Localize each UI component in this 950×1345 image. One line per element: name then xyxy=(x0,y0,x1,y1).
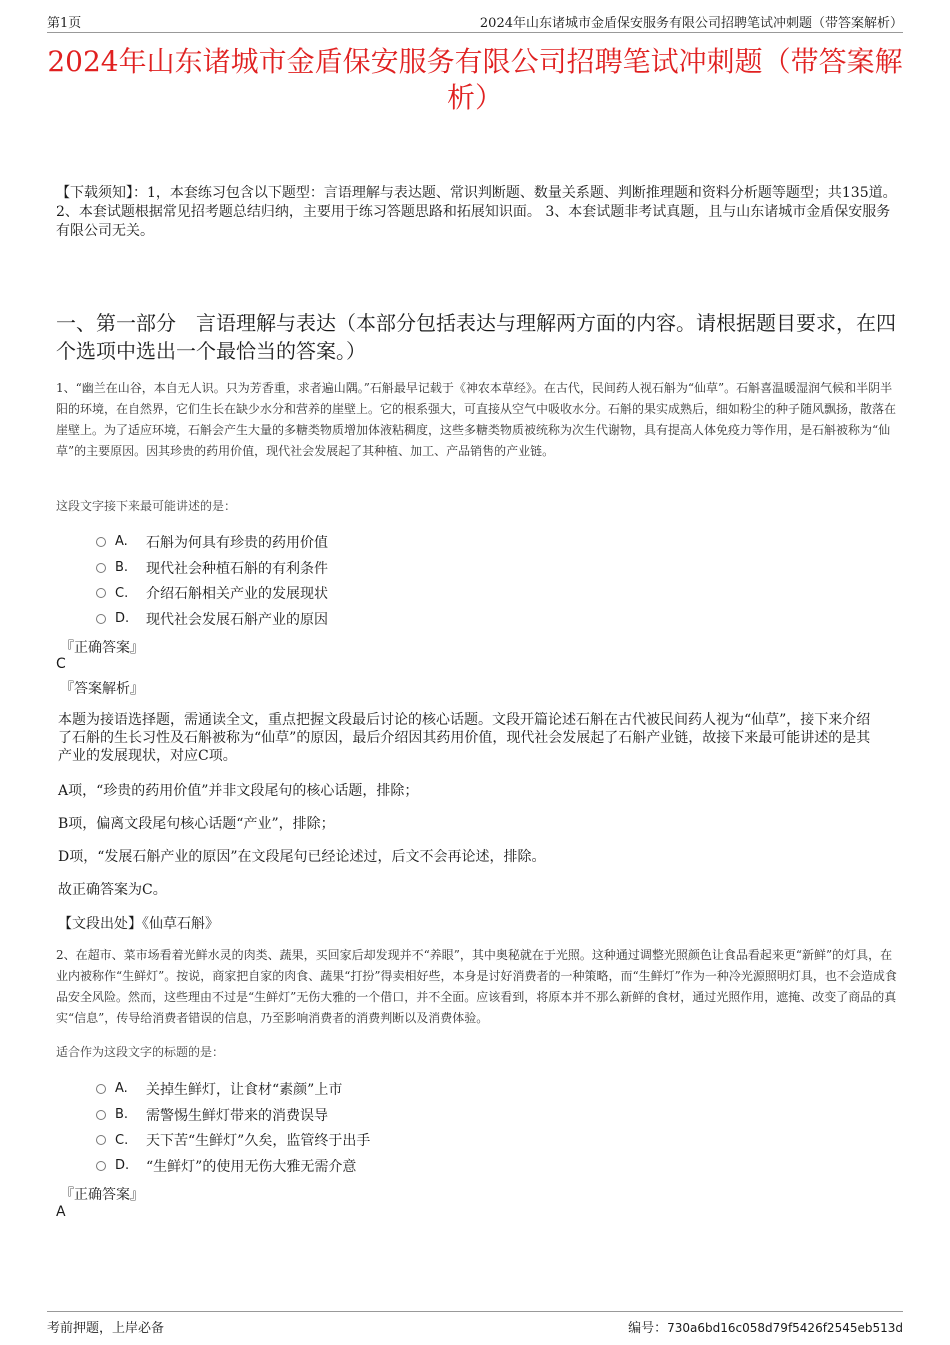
answer-label: 『正确答案』 xyxy=(60,1187,144,1203)
option-c[interactable]: C. 天下苦“生鲜灯”久矣，监管终于出手 xyxy=(96,1127,370,1153)
option-a[interactable]: A. 关掉生鲜灯，让食材“素颜”上市 xyxy=(96,1076,370,1102)
answer-value: A xyxy=(56,1204,66,1220)
option-a[interactable]: A. 石斛为何具有珍贵的药用价值 xyxy=(96,529,328,555)
page-footer xyxy=(47,1311,903,1334)
download-notice: 【下载须知】：1，本套练习包含以下题型：言语理解与表达题、常识判断题、数量关系题、判断推理题和资料分析题等题型；共135道。 2、本套试题根据常见招考题总结归纳，主要用于练习答题思路和拓展知识面。 3、本套试题非考试真题，且与山东诸城市金盾保安服务有限公司无关。 xyxy=(56,185,897,239)
page-header xyxy=(47,12,903,33)
analysis-option-b: B项，偏离文段尾句核心话题“产业”，排除； xyxy=(58,816,335,832)
radio-icon[interactable] xyxy=(96,1161,106,1171)
radio-icon[interactable] xyxy=(96,537,106,547)
option-c[interactable]: C. 介绍石斛相关产业的发展现状 xyxy=(96,580,328,606)
analysis-conclusion: 故正确答案为C。 xyxy=(58,882,167,898)
document-code: 编号：730a6bd16c058d79f5426f2545eb513d xyxy=(628,1321,903,1336)
section-heading: 一、第一部分 言语理解与表达（本部分包括表达与理解两方面的内容。请根据题目要求，在四个选项中选出一个最恰当的答案。） xyxy=(56,311,896,363)
page-number: 第1页 xyxy=(47,16,82,31)
radio-icon[interactable] xyxy=(96,614,106,624)
document-title: 2024年山东诸城市金盾保安服务有限公司招聘笔试冲刺题（带答案解析） xyxy=(47,45,903,114)
analysis-option-a: A项，“珍贵的药用价值”并非文段尾句的核心话题，排除； xyxy=(58,783,419,799)
question-2-prompt: 适合作为这段文字的标题的是： xyxy=(56,1045,225,1059)
analysis-label: 『答案解析』 xyxy=(60,681,144,697)
radio-icon[interactable] xyxy=(96,1135,106,1145)
question-1-passage: 1、“幽兰在山谷，本自无人识。只为芳香重，求者遍山隅。”石斛最早记载于《神农本草经》。在古代，民间药人视石斛为“仙草”。石斛喜温暖湿润气候和半阴半阳的环境，在自然界，它们生长在缺少水分和营养的崖壁上。它的根系强大，可直接从空气中吸收水分。石斛的果实成熟后，细如粉尘的种子随风飘扬，散落在崖壁上。为了适应环境，石斛会产生大量的多糖类物质增加体液粘稠度，这些多糖类物质被统称为次生代谢物，具有提高人体免疫力等作用，是石斛被称为“仙草”的主要原因。因其珍贵的药用价值，现代社会发展起了其种植、加工、产品销售的产业链。 xyxy=(56,381,897,458)
option-b[interactable]: B. 现代社会种植石斛的有利条件 xyxy=(96,555,328,581)
answer-label: 『正确答案』 xyxy=(60,640,144,656)
question-1-prompt: 这段文字接下来最可能讲述的是： xyxy=(56,499,237,513)
analysis-paragraph: 本题为接语选择题，需通读全文，重点把握文段最后讨论的核心话题。文段开篇论述石斛在古代被民间药人视为“仙草”，接下来介绍了石斛的生长习性及石斛被称为“仙草”的原因，最后介绍因其药用价值，现代社会发展起了石斛产业链，故接下来最可能讲述的是其产业的发展现状，对应C项。 xyxy=(58,712,871,764)
question-1-options xyxy=(96,529,328,632)
radio-icon[interactable] xyxy=(96,1084,106,1094)
footer-slogan: 考前押题，上岸必备 xyxy=(47,1321,165,1336)
answer-value: C xyxy=(56,656,66,672)
option-d[interactable]: D. “生鲜灯”的使用无伤大雅无需介意 xyxy=(96,1153,370,1179)
radio-icon[interactable] xyxy=(96,563,106,573)
option-d[interactable]: D. 现代社会发展石斛产业的原因 xyxy=(96,606,328,632)
header-doc-title: 2024年山东诸城市金盾保安服务有限公司招聘笔试冲刺题（带答案解析） xyxy=(479,16,903,31)
question-2-options xyxy=(96,1076,370,1179)
analysis-option-d: D项，“发展石斛产业的原因”在文段尾句已经论述过，后文不会再论述，排除。 xyxy=(58,849,546,865)
option-b[interactable]: B. 需警惕生鲜灯带来的消费误导 xyxy=(96,1102,370,1128)
radio-icon[interactable] xyxy=(96,588,106,598)
passage-source: 【文段出处】《仙草石斛》 xyxy=(58,916,219,932)
question-2-passage: 2、在超市、菜市场看着光鲜水灵的肉类、蔬果，买回家后却发现并不“养眼”，其中奥秘就在于光照。这种通过调整光照颜色让食品看起来更“新鲜”的灯具，在业内被称作“生鲜灯”。按说，商家把自家的肉食、蔬果“打扮”得卖相好些，本身是讨好消费者的一种策略，而“生鲜灯”作为一种冷光源照明灯具，也不会造成食品安全风险。然而，这些理由不过是“生鲜灯”无伤大雅的一个借口，并不全面。应该看到，将原本并不那么新鲜的食材，通过光照作用，遮掩、改变了商品的真实“信息”，传导给消费者错误的信息，乃至影响消费者的消费判断以及消费体验。 xyxy=(56,948,897,1025)
radio-icon[interactable] xyxy=(96,1110,106,1120)
